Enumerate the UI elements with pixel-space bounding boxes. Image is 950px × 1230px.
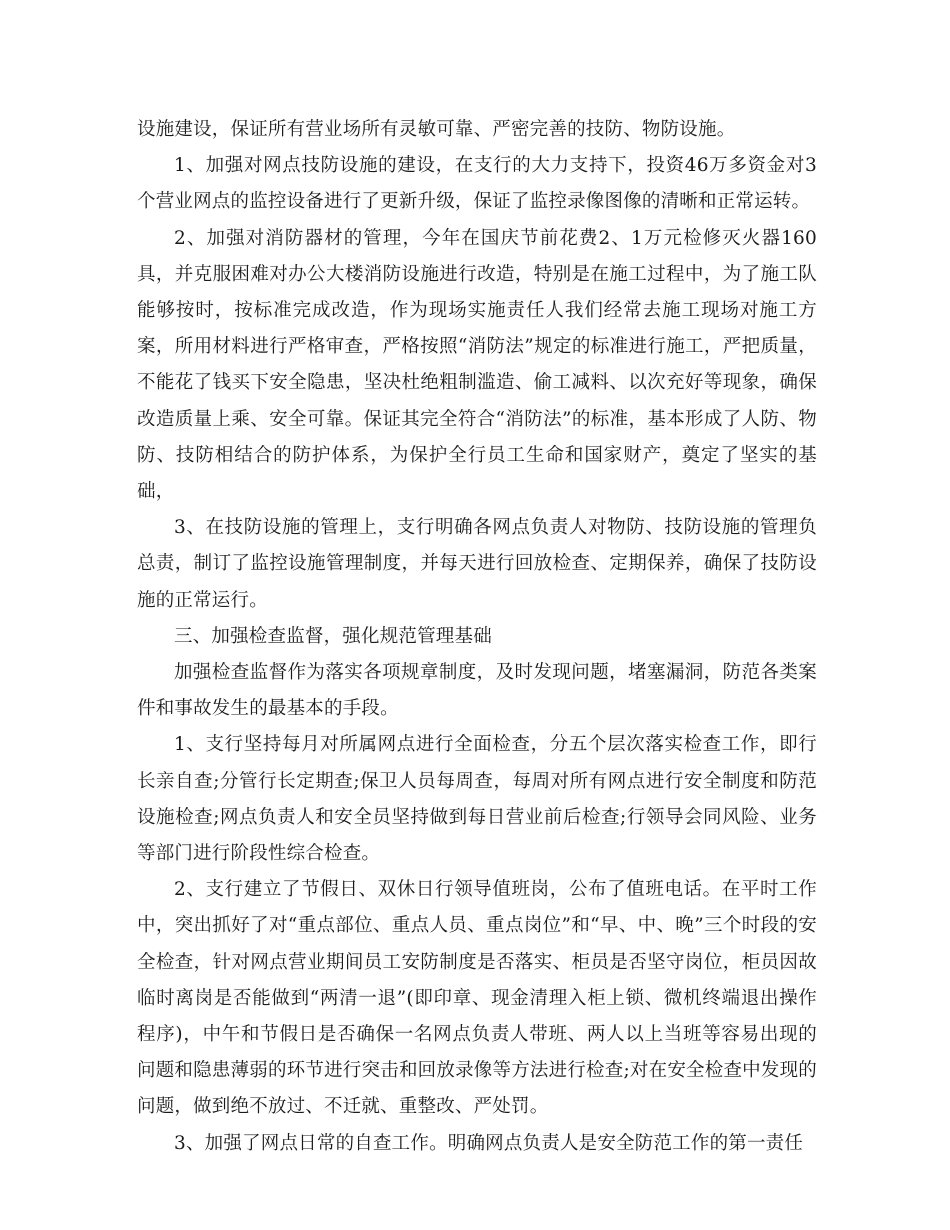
paragraph: 3、在技防设施的管理上，支行明确各网点负责人对物防、技防设施的管理负总责，制订了监控设施管理制度，并每天进行回放检查、定期保养，确保了技防设施的正常运行。 (137, 517, 817, 611)
paragraph: 3、加强了网点日常的自查工作。明确网点负责人是安全防范工作的第一责任 (174, 1132, 804, 1154)
paragraph: 加强检查监督作为落实各项规章制度，及时发现问题，堵塞漏洞，防范各类案件和事故发生的最基本的手段。 (137, 662, 817, 720)
paragraph: 2、支行建立了节假日、双休日行领导值班岗，公布了值班电话。在平时工作中，突出抓好了对“重点部位、重点人员、重点岗位”和“早、中、晚”三个时段的安全检查，针对网点营业期间员工安防制度是否落实、柜员是否坚守岗位，柜员因故临时离岗是否能做到“两清一退”(即印章、现金清理入柜上锁、微机终端退出操作程序)，中午和节假日是否确保一名网点负责人带班、两人以上当班等容易出现的问题和隐患薄弱的环节进行突击和回放录像等方法进行检查;对在安全检查中发现的问题，做到绝不放过、不迁就、重整改、严处罚。 (137, 879, 817, 1118)
document-body (137, 112, 817, 1162)
paragraph: 2、加强对消防器材的管理，今年在国庆节前花费2、1万元检修灭火器160具，并克服困难对办公大楼消防设施进行改造，特别是在施工过程中，为了施工队能够按时，按标准完成改造，作为现场实施责任人我们经常去施工现场对施工方案，所用材料进行严格审查，严格按照“消防法”规定的标准进行施工，严把质量，不能花了钱买下安全隐患，坚决杜绝粗制滥造、偷工减料、以次充好等现象，确保改造质量上乘、安全可靠。保证其完全符合“消防法”的标准，基本形成了人防、物防、技防相结合的防护体系，为保护全行员工生命和国家财产，奠定了坚实的基础， (137, 227, 817, 503)
paragraph: 设施建设，保证所有营业场所有灵敏可靠、严密完善的技防、物防设施。 (137, 119, 736, 140)
paragraph: 1、加强对网点技防设施的建设，在支行的大力支持下，投资46万多资金对3个营业网点的监控设备进行了更新升级，保证了监控录像图像的清晰和正常运转。 (137, 155, 817, 213)
paragraph: 1、支行坚持每月对所属网点进行全面检查，分五个层次落实检查工作，即行长亲自查;分管行长定期查;保卫人员每周查，每周对所有网点进行安全制度和防范设施检查;网点负责人和安全员坚持做到每日营业前后检查;行领导会同风险、业务等部门进行阶段性综合检查。 (137, 734, 817, 865)
section-heading: 三、加强检查监督，强化规范管理基础 (174, 625, 492, 647)
